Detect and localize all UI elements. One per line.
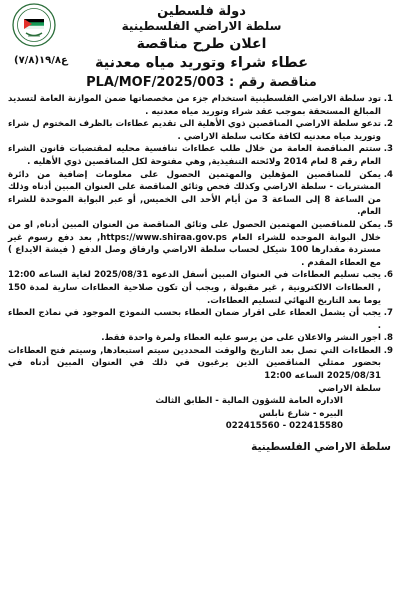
signature-address: البيره - شارع نابلس <box>259 408 343 419</box>
condition-text: العطاءات التي تصل بعد التاريخ والوقت المحددين سيتم استبعادها, وسيتم فتح العطاءات بحضور ممثلي المناقصين الذين يرغبون في ذلك في العنوان المبين أدناه في 2025/08/31 الساعه 12:00 <box>8 345 381 382</box>
condition-number: 4. <box>383 169 393 180</box>
condition-number: 8. <box>383 333 393 344</box>
condition-item <box>8 345 395 383</box>
condition-text: يجب تسليم العطاءات في العنوان المبين أسفل الدعوه 2025/08/31 لغاية الساعه 12:00 , العطاءات الالكترونية , غير مقبولة , ويجب أن تكون صلاحية العطاءات سارية لمدة 150 يوما بعد التاريخ النهائي لتسليم العطاءات. <box>8 270 381 306</box>
signature-dept: الاداره العامة للشؤون المالية - الطابق الثالث <box>155 396 343 407</box>
condition-number: 6. <box>383 270 393 281</box>
condition-number: 3. <box>383 144 393 155</box>
signature-phones: 022415580 - 022415560 <box>225 421 343 432</box>
tender-number-code: PLA/MOF/2025/003 <box>86 75 225 90</box>
notice-header <box>8 4 395 53</box>
reference-number: ع١٩/٨(٧/٨) <box>14 55 68 66</box>
condition-item <box>8 143 395 168</box>
footer-authority: سلطة الاراضي الفلسطينية <box>251 441 391 454</box>
condition-number: 7. <box>383 308 393 319</box>
authority-name: سلطة الاراضي الفلسطينية <box>121 19 282 33</box>
tender-title: عطاء شراء وتوريد مياه معدنية <box>94 55 309 71</box>
conditions-list <box>8 93 395 383</box>
condition-item <box>8 169 395 219</box>
condition-text: يجب أن يشمل العطاء على اقرار ضمان العطاء بحسب النموذج الموجود في نماذج العطاء . <box>8 308 381 331</box>
condition-text: تود سلطة الاراضي الفلسطينية استخدام جزء من مخصصاتها ضمن الموازنة العامة لتسديد المبالغ المستحقة بموجب عقد شراء وتوريد مياه معدنيه . <box>8 94 381 117</box>
condition-item <box>8 307 395 332</box>
condition-text: يمكن للمناقصين المهتمين الحصول على وثائق المناقصة من العنوان المبين أدناه, او من خلال البوابة الموحده للشراء العام https://www.shiraa.gov.ps, بعد دفع رسوم غير مستردة مقدارها 100 شيكل لحساب سلطة الاراضي وارفاق وصل الدفع ( فيشة الايداع ) مع العطاء المقدم . <box>8 219 381 268</box>
signature-block <box>8 383 395 433</box>
announcement-title: اعلان طرح مناقصة <box>136 36 267 52</box>
condition-text: تدعو سلطة الاراضي المناقصين ذوي الأهلية الى تقديم عطاءات بالظرف المختوم ل شراء وتوريد مياه معدنيه لكافة مكاتب سلطة الاراضي . <box>8 119 381 142</box>
condition-item <box>8 332 395 345</box>
condition-number: 1. <box>383 94 393 104</box>
condition-number: 5. <box>383 219 393 230</box>
land-authority-emblem-icon <box>12 3 56 47</box>
condition-text: يمكن للمناقصين المؤهلين والمهتمين الحصول على معلومات إضافية من دائرة المشتريات - سلطة الاراضي وكذلك فحص وثائق المناقصة على العنوان المبين أدناه وذلك من الساعة 8 إلى الساعة 3 من أيام الأحد الى الخميس, أو عبر البوابة الموحدة للشراء العام. <box>8 169 381 218</box>
condition-text: اجور النشر والاعلان على من يرسو عليه العطاء ولمرة واحدة فقط. <box>101 333 381 344</box>
condition-item <box>8 118 395 143</box>
condition-item <box>8 93 395 118</box>
state-name: دولة فلسطين <box>157 4 246 19</box>
signature-org: سلطة الاراضي <box>318 383 381 394</box>
condition-item <box>8 269 395 307</box>
condition-number: 9. <box>383 345 393 356</box>
condition-number: 2. <box>383 119 393 130</box>
condition-item <box>8 219 395 269</box>
tender-number-label: مناقصة رقم : <box>228 75 317 90</box>
condition-text: ستتم المناقصة العامة من خلال طلب عطاءات تنافسية محليه لمقتضيات قانون الشراء العام رقم 8 لعام 2014 ولائحته التنفيذية, وهي مفتوحة لكل المناقصين ذوي الأهليه . <box>8 144 381 167</box>
tender-number <box>8 73 395 93</box>
